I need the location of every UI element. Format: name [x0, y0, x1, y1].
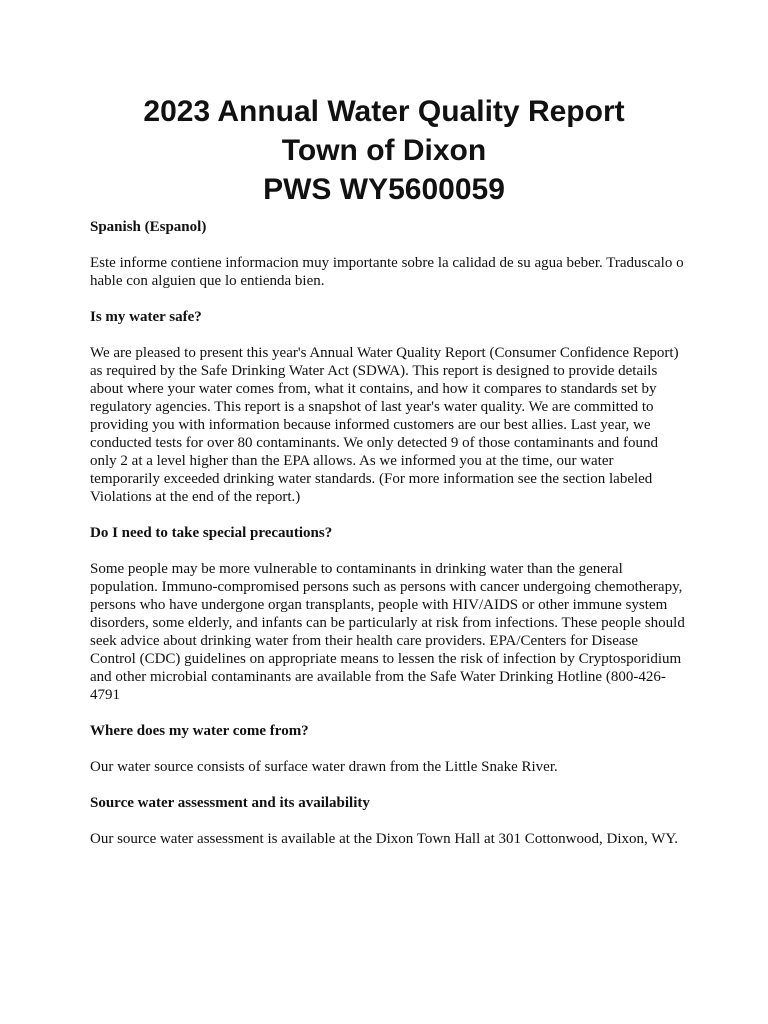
section-heading-source-assessment: Source water assessment and its availability — [90, 795, 370, 811]
title-line-town: Town of Dixon — [281, 134, 487, 167]
section-heading-spanish: Spanish (Espanol) — [90, 219, 207, 235]
section-text-spanish: Este informe contiene informacion muy importante sobre la calidad de su agua beber. Traduscalo o hable con alguien que lo entienda bien. — [90, 255, 684, 289]
section-heading-water-source: Where does my water come from? — [90, 723, 309, 739]
section-text-water-safe: We are pleased to present this year's Annual Water Quality Report (Consumer Confidence Report) as required by the Safe Drinking Water Act (SDWA). This report is designed to provide details about where your water comes from, what it contains, and how it compares to standards set by regulatory agencies. This report is a snapshot of last year's water quality. We are committed to providing you with information because informed customers are our best allies. Last year, we conducted tests for over 80 contaminants. We only detected 9 of those contaminants and found only 2 at a level higher than the EPA allows. As we informed you at the time, our water temporarily exceeded drinking water standards. (For more information see the section labeled Violations at the end of the report.) — [90, 345, 679, 505]
report-title — [0, 92, 768, 209]
section-heading-water-safe: Is my water safe? — [90, 309, 202, 325]
section-text-precautions: Some people may be more vulnerable to contaminants in drinking water than the general population. Immuno-compromised persons such as persons with cancer undergoing chemotherapy, persons who have undergone organ transplants, people with HIV/AIDS or other immune system disorders, some elderly, and infants can be particularly at risk from infections. These people should seek advice about drinking water from their health care providers. EPA/Centers for Disease Control (CDC) guidelines on appropriate means to lessen the risk of infection by Cryptosporidium and other microbial contaminants are available from the Safe Water Drinking Hotline (800-426-4791 — [90, 561, 685, 703]
title-line-report: 2023 Annual Water Quality Report — [143, 95, 625, 128]
title-line-pws-id: PWS WY5600059 — [263, 173, 505, 206]
section-text-source-assessment: Our source water assessment is available at the Dixon Town Hall at 301 Cottonwood, Dixon, WY. — [90, 831, 679, 847]
section-heading-precautions: Do I need to take special precautions? — [90, 525, 333, 541]
report-body — [90, 218, 686, 866]
section-text-water-source: Our water source consists of surface water drawn from the Little Snake River. — [90, 759, 558, 775]
